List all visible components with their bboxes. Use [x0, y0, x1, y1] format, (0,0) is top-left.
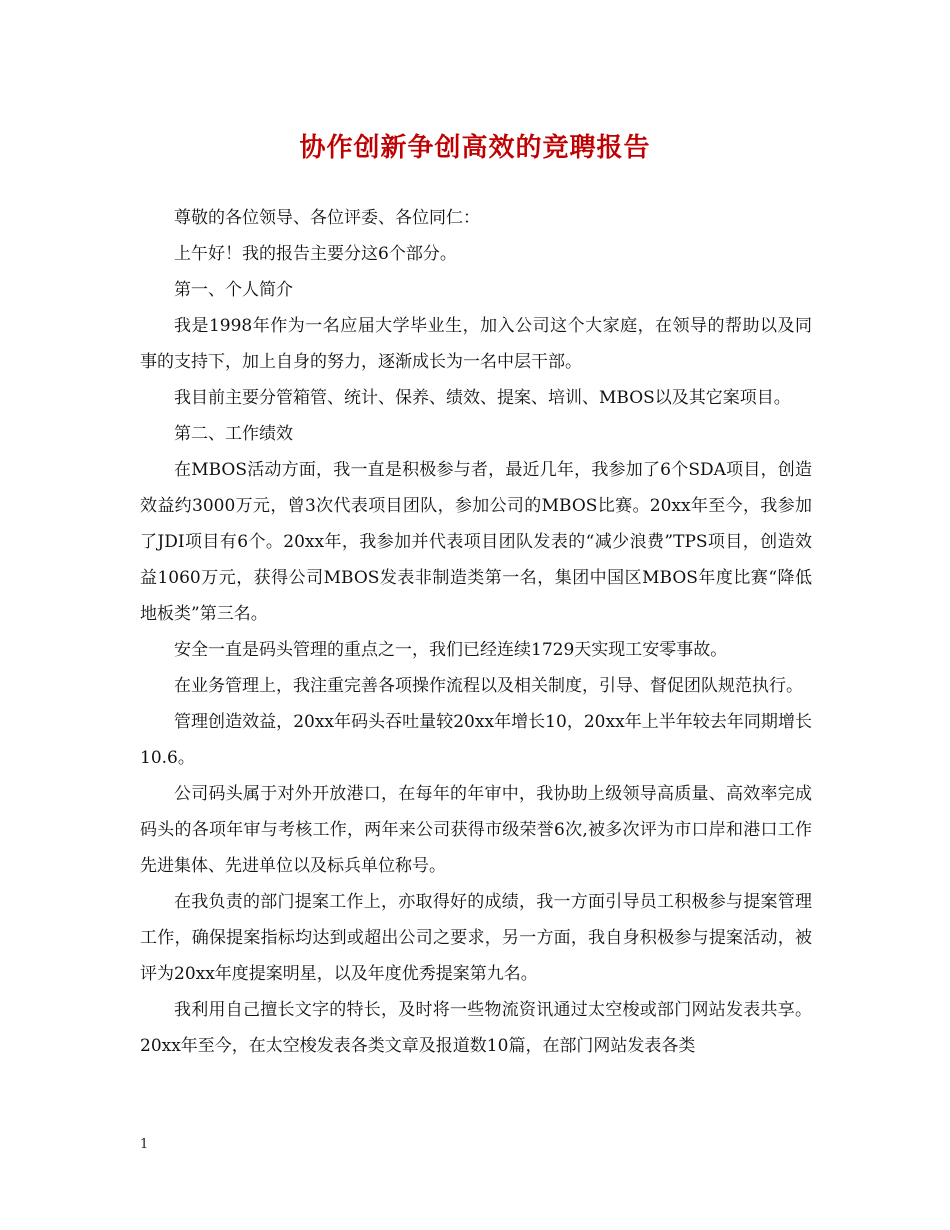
paragraph: 在我负责的部门提案工作上，亦取得好的成绩，我一方面引导员工积极参与提案管理工作，确保提案指标均达到或超出公司之要求，另一方面，我自身积极参与提案活动，被评为20xx年度提案明星，以及年度优秀提案第九名。: [140, 892, 812, 984]
paragraph: 我目前主要分管箱管、统计、保养、绩效、提案、培训、MBOS以及其它案项目。: [174, 388, 791, 408]
paragraph: 安全一直是码头管理的重点之一，我们已经连续1729天实现工安零事故。: [174, 640, 728, 660]
paragraph: 公司码头属于对外开放港口，在每年的年审中，我协助上级领导高质量、高效率完成码头的各项年审与考核工作，两年来公司获得市级荣誉6次,被多次评为市口岸和港口工作先进集体、先进单位以及标兵单位称号。: [140, 784, 812, 876]
paragraph: 我利用自己擅长文字的特长，及时将一些物流资讯通过太空梭或部门网站发表共享。20xx年至今，在太空梭发表各类文章及报道数10篇，在部门网站发表各类: [140, 1000, 812, 1056]
document-body: [140, 200, 812, 1064]
paragraph: 在MBOS活动方面，我一直是积极参与者，最近几年，我参加了6个SDA项目，创造效益约3000万元，曾3次代表项目团队，参加公司的MBOS比赛。20xx年至今，我参加了JDI项目有6个。20xx年，我参加并代表项目团队发表的“减少浪费”TPS项目，创造效益1060万元，获得公司MBOS发表非制造类第一名，集团中国区MBOS年度比赛“降低地板类”第三名。: [140, 460, 812, 624]
paragraph: 管理创造效益，20xx年码头吞吐量较20xx年增长10，20xx年上半年较去年同期增长10.6。: [140, 712, 812, 768]
paragraph: 在业务管理上，我注重完善各项操作流程以及相关制度，引导、督促团队规范执行。: [174, 676, 803, 696]
paragraph-salutation: 尊敬的各位领导、各位评委、各位同仁：: [174, 208, 480, 228]
document-title: 协作创新争创高效的竞聘报告: [299, 133, 651, 163]
page-number: 1: [140, 1137, 149, 1152]
section-heading-1: 第一、个人简介: [174, 280, 293, 300]
section-heading-2: 第二、工作绩效: [174, 424, 293, 444]
paragraph: 我是1998年作为一名应届大学毕业生，加入公司这个大家庭，在领导的帮助以及同事的支持下，加上自身的努力，逐渐成长为一名中层干部。: [140, 316, 812, 372]
paragraph-greeting: 上午好！我的报告主要分这6个部分。: [174, 244, 457, 264]
